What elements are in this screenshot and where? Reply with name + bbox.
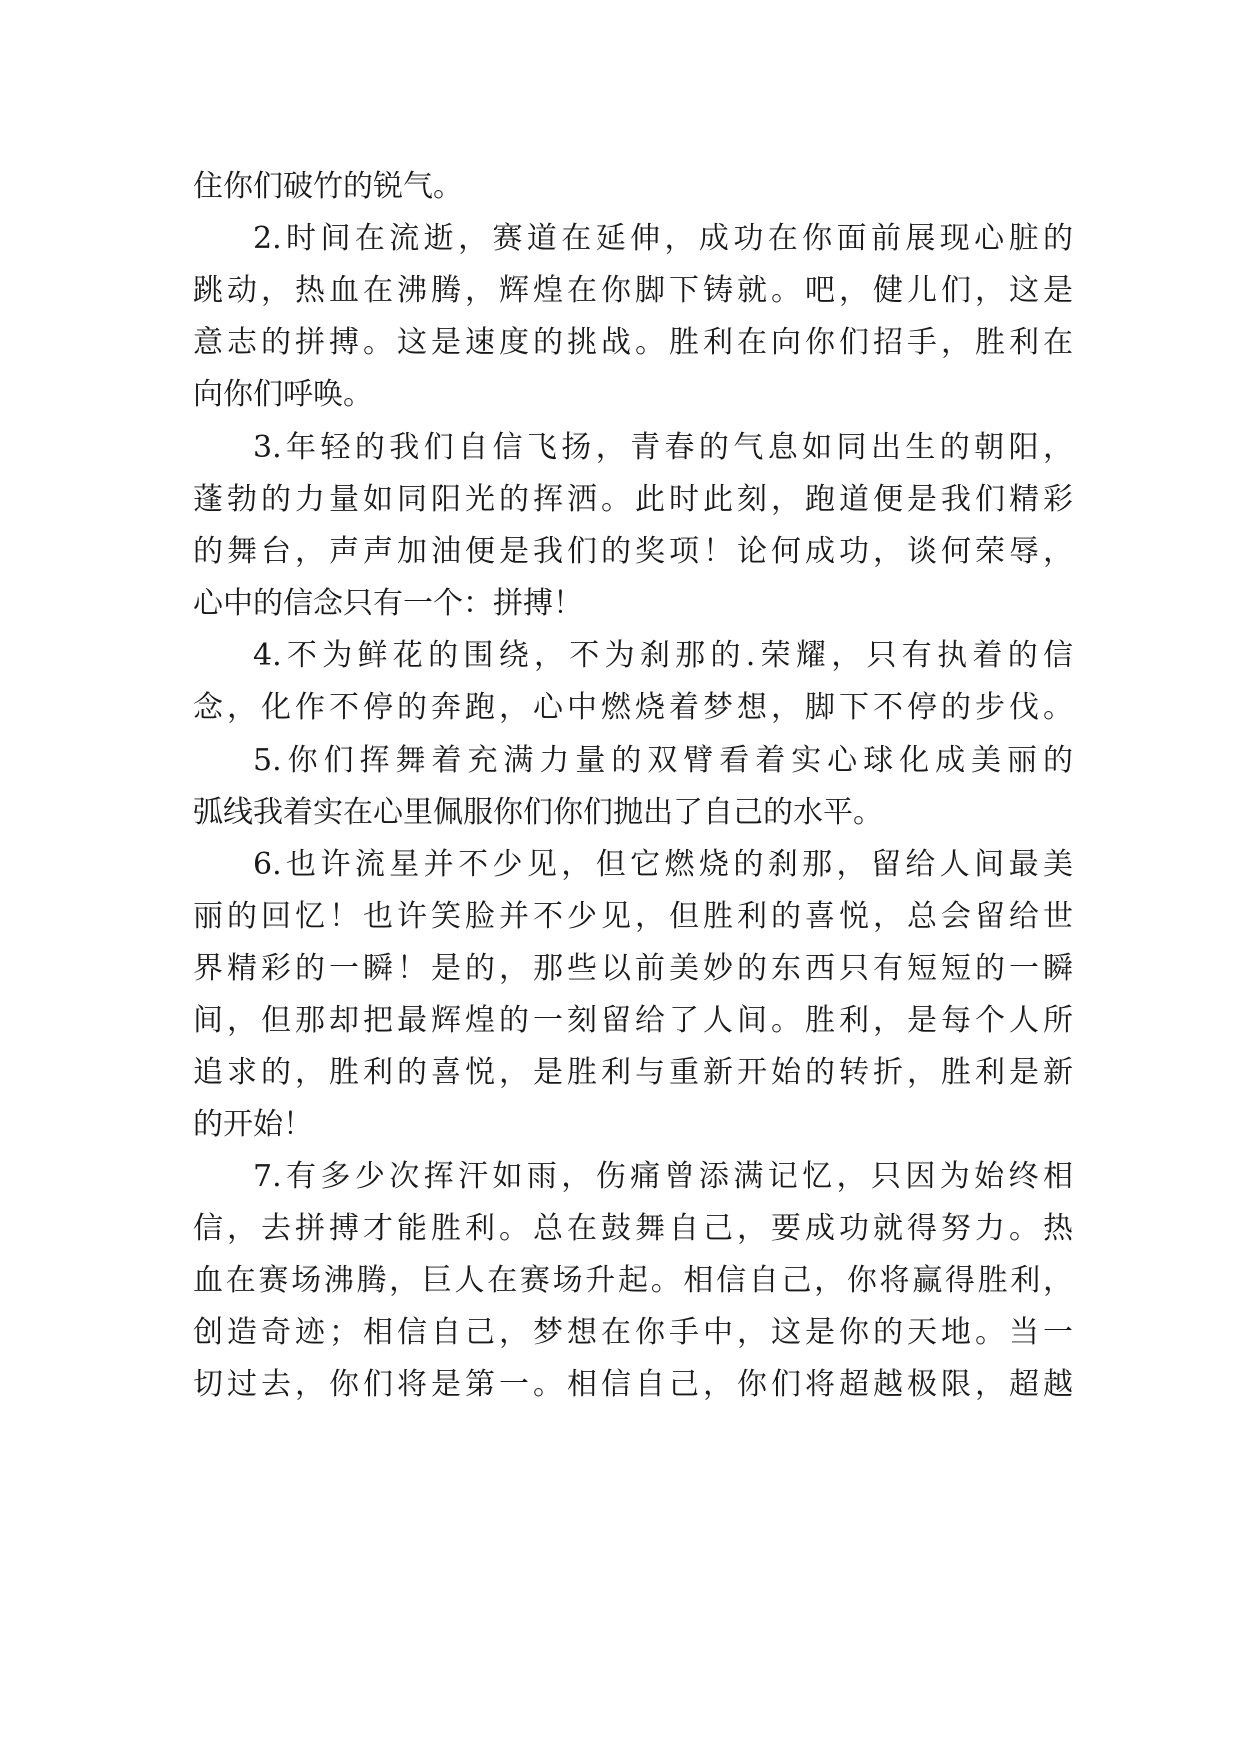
text-line: 界精彩的一瞬！是的，那些以前美妙的东西只有短短的一瞬 [193, 951, 1073, 986]
text-line: 6.也许流星并不少见，但它燃烧的刹那，留给人间最美 [253, 847, 1073, 882]
text-line: 创造奇迹；相信自己，梦想在你手中，这是你的天地。当一 [193, 1315, 1073, 1350]
text-line: 追求的，胜利的喜悦，是胜利与重新开始的转折，胜利是新 [193, 1055, 1073, 1090]
text-line: 间，但那却把最辉煌的一刻留给了人间。胜利，是每个人所 [193, 1003, 1073, 1038]
text-line: 5.你们挥舞着充满力量的双臂看着实心球化成美丽的 [253, 743, 1073, 778]
text-line: 蓬勃的力量如同阳光的挥洒。此时此刻，跑道便是我们精彩 [193, 482, 1073, 517]
text-line: 的开始！ [193, 1107, 313, 1142]
text-line: 信，去拼搏才能胜利。总在鼓舞自己，要成功就得努力。热 [193, 1211, 1073, 1246]
text-line: 心中的信念只有一个：拼搏！ [193, 586, 583, 621]
text-line: 意志的拼搏。这是速度的挑战。胜利在向你们招手，胜利在 [193, 325, 1073, 360]
text-line: 向你们呼唤。 [193, 377, 373, 412]
text-line: 3.年轻的我们自信飞扬，青春的气息如同出生的朝阳， [253, 430, 1073, 465]
text-line: 血在赛场沸腾，巨人在赛场升起。相信自己，你将赢得胜利， [193, 1263, 1073, 1298]
text-line: 住你们破竹的锐气。 [193, 169, 463, 204]
text-line: 念，化作不停的奔跑，心中燃烧着梦想，脚下不停的步伐。 [193, 690, 1073, 725]
text-line: 丽的回忆！也许笑脸并不少见，但胜利的喜悦，总会留给世 [193, 899, 1073, 934]
text-line: 2.时间在流逝，赛道在延伸，成功在你面前展现心脏的 [253, 221, 1073, 256]
text-line: 跳动，热血在沸腾，辉煌在你脚下铸就。吧，健儿们，这是 [193, 273, 1073, 308]
text-line: 的舞台，声声加油便是我们的奖项！论何成功，谈何荣辱， [193, 534, 1073, 569]
text-line: 弧线我着实在心里佩服你们你们抛出了自己的水平。 [193, 795, 883, 830]
text-line: 7.有多少次挥汗如雨，伤痛曾添满记忆，只因为始终相 [253, 1159, 1073, 1194]
text-line: 4.不为鲜花的围绕，不为刹那的.荣耀，只有执着的信 [253, 638, 1073, 673]
text-line: 切过去，你们将是第一。相信自己，你们将超越极限，超越 [193, 1367, 1073, 1402]
